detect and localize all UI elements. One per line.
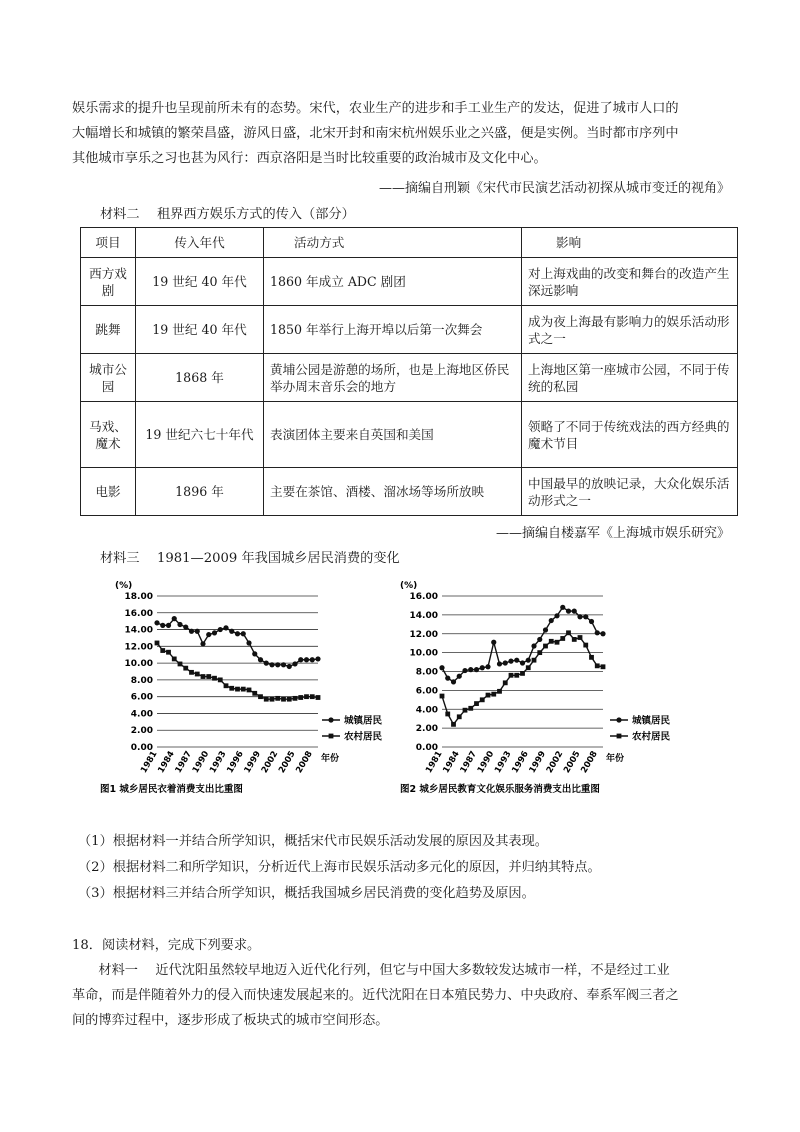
data-point (566, 609, 571, 614)
data-point (457, 714, 462, 719)
data-point (595, 630, 600, 635)
data-point (229, 629, 234, 634)
data-point (531, 643, 536, 648)
text-line: 其他城市享乐之习也甚为风行：西京洛阳是当时比较重要的政治城市及文化中心。 (72, 151, 547, 166)
x-tick-label: 1993 (208, 749, 229, 776)
data-point (201, 674, 206, 679)
table-cell: 上海地区第一座城市公园，不同于传统的私园 (522, 354, 738, 402)
data-point (172, 657, 177, 662)
data-point (451, 679, 456, 684)
data-point (298, 695, 303, 700)
table-cell: 表演团体主要来自英国和美国 (264, 402, 522, 468)
data-point (526, 658, 531, 663)
data-point (439, 665, 444, 670)
x-tick-label: 1981 (139, 749, 160, 776)
data-point (310, 694, 315, 699)
data-point (451, 722, 456, 727)
data-point (160, 623, 165, 628)
table-cell: 19 世纪 40 年代 (136, 306, 264, 354)
data-point (189, 670, 194, 675)
data-point (166, 623, 171, 628)
data-point (154, 620, 159, 625)
question-1: （1）根据材料一并结合所学知识，概括宋代市民娱乐活动发展的原因及其表现。 (78, 834, 548, 849)
table-cell: 1850 年举行上海开埠以后第一次舞会 (264, 306, 522, 354)
table-cell: 跳舞 (81, 306, 136, 354)
data-point (503, 660, 508, 665)
table-row (81, 468, 738, 516)
x-tick-label: 2008 (294, 749, 315, 776)
table-cell: 19 世纪 40 年代 (136, 258, 264, 306)
data-point (497, 661, 502, 666)
data-point (462, 668, 467, 673)
legend-marker (329, 734, 334, 739)
data-point (269, 662, 274, 667)
data-point (292, 661, 297, 666)
data-point (315, 656, 320, 661)
x-tick-label: 1990 (475, 749, 497, 776)
data-point (514, 673, 519, 678)
y-tick-label: 14.00 (409, 610, 438, 621)
table-cell: 电影 (81, 468, 136, 516)
data-point (212, 676, 217, 681)
data-point (497, 689, 502, 694)
clothing-expenditure-chart (100, 570, 420, 805)
material3-title: 材料三 1981—2009 年我国城乡居民消费的变化 (100, 551, 400, 566)
data-point (526, 665, 531, 670)
data-point (316, 695, 321, 700)
legend-label: 农村居民 (632, 731, 671, 743)
data-point (264, 697, 269, 702)
table-header-row (81, 228, 738, 258)
y-tick-label: 12.00 (409, 629, 438, 640)
data-point (572, 609, 577, 614)
data-point (258, 657, 263, 662)
chart-caption: 图1 城乡居民衣着消费支出比重图 (100, 784, 243, 795)
chart-caption: 图2 城乡居民教育文化娱乐服务消费支出比重图 (400, 784, 600, 795)
data-point (445, 712, 450, 717)
y-tick-label: 10.00 (409, 648, 438, 659)
y-axis-unit-label: (%) (115, 581, 133, 591)
data-point (195, 672, 200, 677)
data-point (252, 651, 257, 656)
header-cell: 活动方式 (264, 228, 522, 258)
section18-material1 (72, 958, 732, 1033)
data-point (537, 637, 542, 642)
y-tick-label: 8.00 (415, 667, 438, 678)
y-tick-label: 6.00 (130, 692, 153, 703)
data-point (480, 697, 485, 702)
data-point (601, 664, 606, 669)
text-line: 娱乐需求的提升也呈现前所未有的态势。宋代，农业生产的进步和手工业生产的发达，促进了城市人口的 (72, 101, 679, 116)
x-tick-label: 2005 (277, 749, 298, 776)
x-axis-label: 年份 (321, 754, 340, 764)
data-point (275, 662, 280, 667)
x-tick-label: 1984 (441, 749, 462, 776)
legend-label: 城镇居民 (632, 715, 671, 727)
data-point (520, 660, 525, 665)
data-point (229, 686, 234, 691)
data-point (246, 640, 251, 645)
y-tick-label: 8.00 (130, 675, 153, 686)
data-point (178, 662, 183, 667)
data-point (468, 706, 473, 711)
data-point (566, 630, 571, 635)
x-tick-label: 2008 (579, 749, 600, 776)
legend-marker (328, 717, 333, 722)
text-line: 材料一 近代沈阳虽然较早地迈入近代化行列，但它与中国大多数较发达城市一样，不是经过工业 (98, 963, 670, 978)
data-point (224, 683, 229, 688)
header-cell: 影响 (522, 228, 738, 258)
data-point (508, 659, 513, 664)
header-cell: 传入年代 (136, 228, 264, 258)
data-point (235, 631, 240, 636)
data-point (218, 677, 223, 682)
data-point (155, 641, 160, 646)
x-axis-label: 年份 (606, 754, 625, 764)
x-tick-label: 1996 (225, 749, 246, 776)
data-point (480, 665, 485, 670)
x-tick-label: 1984 (156, 749, 177, 776)
y-tick-label: 16.00 (409, 592, 438, 602)
data-point (218, 627, 223, 632)
header-cell: 项目 (81, 228, 136, 258)
x-tick-label: 1996 (510, 749, 531, 776)
data-point (474, 701, 479, 706)
data-point (583, 643, 588, 648)
y-axis-unit-label: (%) (400, 581, 418, 591)
x-tick-label: 1990 (190, 749, 212, 776)
data-point (486, 693, 491, 698)
legend-label: 农村居民 (344, 731, 383, 743)
data-point (293, 696, 298, 701)
y-tick-label: 2.00 (130, 726, 153, 737)
table-cell: 成为夜上海最有影响力的娱乐活动形式之一 (522, 306, 738, 354)
data-point (264, 661, 269, 666)
data-point (537, 650, 542, 655)
data-point (554, 613, 559, 618)
data-point (549, 618, 554, 623)
data-point (474, 667, 479, 672)
data-point (206, 632, 211, 637)
data-point (160, 648, 165, 653)
data-point (166, 650, 171, 655)
question-2: （2）根据材料二和所学知识，分析近代上海市民娱乐活动多元化的原因，并归纳其特点。 (78, 860, 601, 875)
data-point (589, 619, 594, 624)
data-point (304, 657, 309, 662)
text-line: 革命，而是伴随着外力的侵入而快速发展起来的。近代沈阳在日本殖民势力、中央政府、奉系军阀三者之 (72, 988, 679, 1003)
data-point (520, 671, 525, 676)
data-point (212, 630, 217, 635)
data-point (172, 616, 177, 621)
data-point (223, 625, 228, 630)
x-tick-label: 1999 (242, 749, 264, 776)
data-point (310, 657, 315, 662)
legend-label: 城镇居民 (344, 715, 383, 727)
x-tick-label: 1987 (173, 749, 195, 776)
x-tick-label: 1999 (527, 749, 549, 776)
data-point (503, 680, 508, 685)
data-point (491, 692, 496, 697)
data-point (491, 640, 496, 645)
x-tick-label: 1993 (493, 749, 514, 776)
table-row (81, 354, 738, 402)
y-tick-label: 10.00 (124, 659, 153, 670)
data-point (445, 676, 450, 681)
data-point (281, 697, 286, 702)
data-point (177, 622, 182, 627)
question-3: （3）根据材料三并结合所学知识，概括我国城乡居民消费的变化趋势及原因。 (78, 886, 535, 901)
data-point (440, 694, 445, 699)
data-point (600, 631, 605, 636)
data-point (281, 662, 286, 667)
material2-title: 材料二 租界西方娱乐方式的传入（部分） (100, 207, 355, 222)
table-cell: 领略了不同于传统戏法的西方经典的魔术节目 (522, 402, 738, 468)
y-tick-label: 14.00 (124, 625, 153, 636)
data-point (560, 605, 565, 610)
table-cell: 马戏、魔术 (81, 402, 136, 468)
data-point (183, 624, 188, 629)
table-cell: 城市公园 (81, 354, 136, 402)
education-entertainment-chart (400, 570, 710, 805)
data-point (287, 664, 292, 669)
table-cell: 对上海戏曲的改变和舞台的改造产生深远影响 (522, 258, 738, 306)
material2-table (80, 227, 738, 516)
y-tick-label: 16.00 (124, 608, 153, 619)
x-tick-label: 1981 (424, 749, 445, 776)
material1-source: ——摘编自刑颖《宋代市民演艺活动初探从城市变迁的视角》 (378, 181, 730, 196)
x-tick-label: 2002 (259, 749, 281, 776)
x-tick-label: 2002 (544, 749, 566, 776)
data-point (595, 663, 600, 668)
data-point (252, 691, 257, 696)
data-point (241, 687, 246, 692)
y-tick-label: 6.00 (415, 686, 438, 697)
section18-heading: 18．阅读材料，完成下列要求。 (72, 938, 261, 953)
legend-marker (616, 717, 621, 722)
data-point (183, 666, 188, 671)
y-tick-label: 18.00 (124, 592, 153, 602)
data-point (543, 627, 548, 632)
table-cell: 中国最早的放映记录，大众化娱乐活动形式之一 (522, 468, 738, 516)
data-point (189, 629, 194, 634)
y-tick-label: 12.00 (124, 642, 153, 653)
table-cell: 19 世纪六七十年代 (136, 402, 264, 468)
data-point (577, 614, 582, 619)
y-tick-label: 0.00 (130, 743, 153, 753)
data-point (304, 694, 309, 699)
table-cell: 1868 年 (136, 354, 264, 402)
y-tick-label: 2.00 (415, 724, 438, 735)
data-point (468, 667, 473, 672)
data-point (560, 636, 565, 641)
text-line: 大幅增长和城镇的繁荣昌盛，游风日盛，北宋开封和南宋杭州娱乐业之兴盛，便是实例。当时都市序列中 (72, 126, 679, 141)
table-row (81, 306, 738, 354)
data-point (485, 664, 490, 669)
data-point (572, 637, 577, 642)
data-point (514, 658, 519, 663)
data-point (509, 673, 514, 678)
data-point (195, 629, 200, 634)
text-line: 间的博弈过程中，逐步形成了板块式的城市空间形态。 (72, 1013, 389, 1028)
table-cell: 黄埔公园是游憩的场所，也是上海地区侨民举办周末音乐会的地方 (264, 354, 522, 402)
data-point (549, 639, 554, 644)
legend-marker (617, 734, 622, 739)
table-row (81, 258, 738, 306)
material2-source: ——摘编自楼嘉军《上海城市娱乐研究》 (495, 526, 730, 541)
data-point (463, 708, 468, 713)
table-cell: 1860 年成立 ADC 剧团 (264, 258, 522, 306)
x-tick-label: 1987 (458, 749, 480, 776)
data-point (247, 688, 252, 693)
data-point (270, 697, 275, 702)
data-point (532, 658, 537, 663)
data-point (235, 687, 240, 692)
data-point (555, 640, 560, 645)
data-point (583, 614, 588, 619)
y-tick-label: 0.00 (415, 743, 438, 753)
material1-paragraph (72, 96, 732, 171)
x-tick-label: 2005 (562, 749, 583, 776)
data-point (589, 655, 594, 660)
data-point (275, 696, 280, 701)
data-point (287, 697, 292, 702)
data-point (200, 641, 205, 646)
data-point (457, 674, 462, 679)
data-point (206, 674, 211, 679)
table-cell: 西方戏剧 (81, 258, 136, 306)
table-cell: 主要在茶馆、酒楼、溜冰场等场所放映 (264, 468, 522, 516)
data-point (241, 631, 246, 636)
data-point (543, 644, 548, 649)
data-point (298, 657, 303, 662)
y-tick-label: 4.00 (415, 705, 438, 716)
data-point (258, 694, 263, 699)
table-row (81, 402, 738, 468)
table-cell: 1896 年 (136, 468, 264, 516)
y-tick-label: 4.00 (130, 709, 153, 720)
data-point (578, 635, 583, 640)
